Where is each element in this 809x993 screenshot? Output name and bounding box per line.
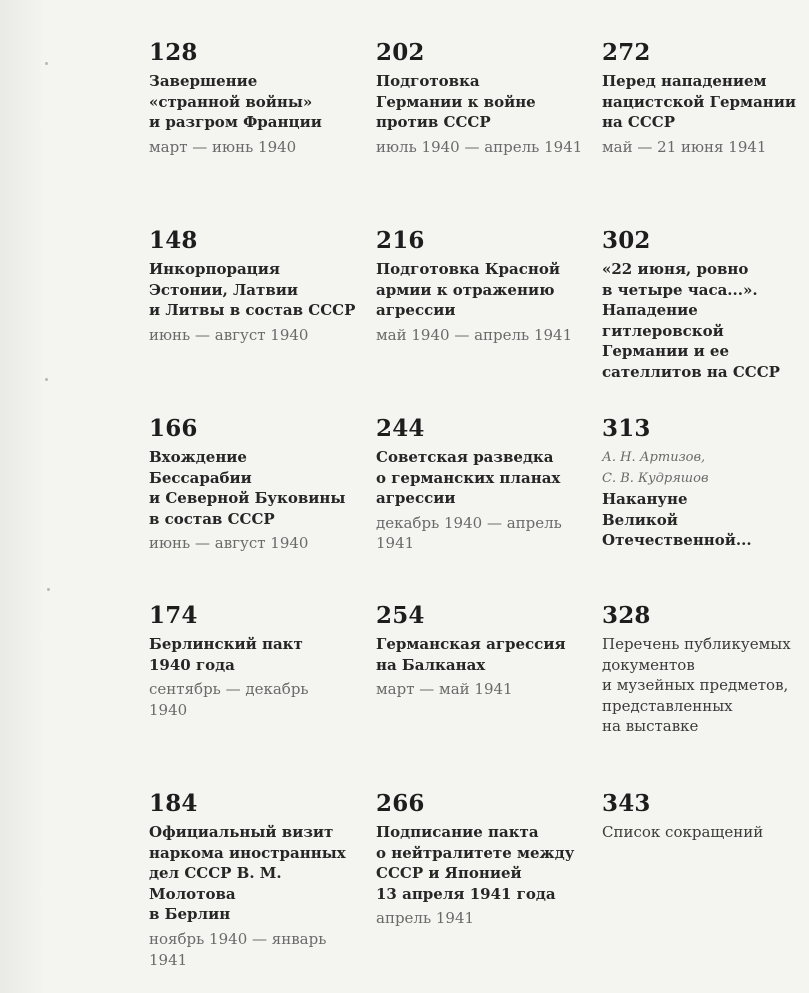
- page-number: 343: [602, 790, 651, 817]
- toc-entry[interactable]: [376, 416, 591, 554]
- chapter-dates: июнь — август 1940: [149, 534, 309, 553]
- chapter-title: Вхождение Бессарабии и Северной Буковины в состав СССР: [149, 448, 346, 528]
- chapter-authors: А. Н. Артизов, С. В. Кудряшов: [602, 450, 709, 486]
- page-left-margin: [0, 0, 44, 993]
- toc-entry[interactable]: [602, 40, 809, 157]
- chapter-title: Инкорпорация Эстонии, Латвии и Литвы в состав СССР: [149, 260, 356, 320]
- chapter-title: Советская разведка о германских планах агрессии: [376, 448, 561, 508]
- toc-entry[interactable]: [149, 603, 364, 720]
- page-number: 254: [376, 602, 425, 629]
- toc-entry[interactable]: [376, 791, 591, 929]
- toc-entry[interactable]: [376, 603, 591, 700]
- chapter-dates: апрель 1941: [376, 909, 475, 928]
- page-number: 244: [376, 415, 425, 442]
- chapter-title: Берлинский пакт 1940 года: [149, 635, 303, 674]
- chapter-title: «22 июня, ровно в четыре часа...». Нападение гитлеровской Германии и ее сателлитов на СССР: [602, 260, 780, 381]
- chapter-title: Перечень публикуемых документов и музейных предметов, представленных на выставке: [602, 635, 791, 736]
- chapter-dates: сентябрь — декабрь 1940: [149, 680, 309, 719]
- chapter-dates: июль 1940 — апрель 1941: [376, 137, 583, 156]
- toc-entry[interactable]: [149, 791, 364, 970]
- paper-speck: [45, 62, 48, 65]
- chapter-dates: май — 21 июня 1941: [602, 137, 767, 156]
- page-number: 128: [149, 39, 198, 66]
- page-number: 174: [149, 602, 198, 629]
- chapter-dates: июнь — август 1940: [149, 325, 309, 344]
- page-number: 328: [602, 602, 651, 629]
- paper-speck: [45, 378, 48, 381]
- chapter-title: Завершение «странной войны» и разгром Франции: [149, 72, 322, 132]
- paper-speck: [47, 588, 50, 591]
- chapter-title: Германская агрессия на Балканах: [376, 635, 566, 674]
- page-number: 148: [149, 227, 198, 254]
- page-number: 166: [149, 415, 198, 442]
- chapter-title: Подписание пакта о нейтралитете между СССР и Японией 13 апреля 1941 года: [376, 823, 575, 903]
- toc-entry[interactable]: [376, 40, 591, 157]
- chapter-title: Список сокращений: [602, 823, 764, 841]
- chapter-title: Подготовка Красной армии к отражению агрессии: [376, 260, 560, 320]
- toc-entry[interactable]: [149, 416, 364, 554]
- toc-entry[interactable]: [602, 416, 809, 551]
- toc-entry[interactable]: [149, 40, 364, 157]
- page-number: 202: [376, 39, 425, 66]
- toc-entry[interactable]: [602, 228, 809, 383]
- page-number: 216: [376, 227, 425, 254]
- page-number: 272: [602, 39, 651, 66]
- page-number: 266: [376, 790, 425, 817]
- page-number: 313: [602, 415, 651, 442]
- chapter-dates: ноябрь 1940 — январь 1941: [149, 929, 327, 969]
- toc-entry[interactable]: [602, 603, 809, 737]
- chapter-title: Официальный визит наркома иностранных дел СССР В. М. Молотова в Берлин: [149, 823, 346, 924]
- chapter-title: Перед нападением нацистской Германии на СССР: [602, 72, 797, 132]
- chapter-dates: март — май 1941: [376, 680, 513, 699]
- chapter-title: Подготовка Германии к войне против СССР: [376, 72, 536, 132]
- page-number: 302: [602, 227, 651, 254]
- chapter-dates: март — июнь 1940: [149, 137, 297, 156]
- page-number: 184: [149, 790, 198, 817]
- toc-entry[interactable]: [602, 791, 809, 843]
- chapter-dates: май 1940 — апрель 1941: [376, 325, 573, 344]
- toc-entry[interactable]: [149, 228, 364, 345]
- toc-entry[interactable]: [376, 228, 591, 345]
- chapter-title: Накануне Великой Отечественной...: [602, 490, 752, 550]
- chapter-dates: декабрь 1940 — апрель 1941: [376, 513, 562, 553]
